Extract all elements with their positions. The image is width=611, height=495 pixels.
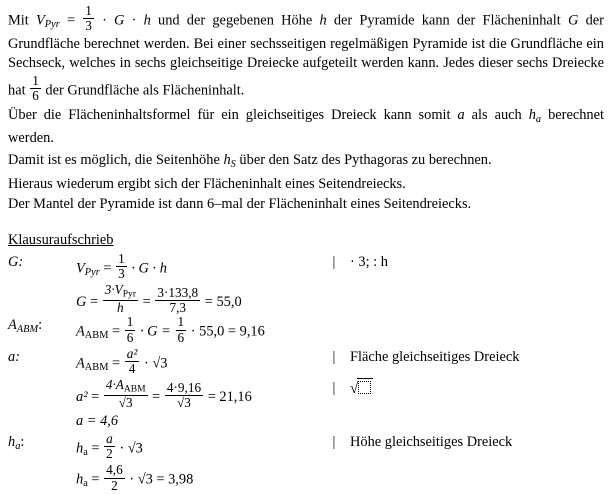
p2-symbol-a: a [457, 106, 465, 123]
row5-frac1-num [104, 378, 148, 396]
row5-result: = 21,16 [207, 388, 252, 405]
row6-label [8, 410, 70, 432]
row3-label [8, 315, 70, 346]
row8-rest: · √3 = 3,98 [129, 471, 194, 488]
row7-label-sub: a [15, 441, 21, 453]
paragraph-1 [8, 4, 604, 104]
row3-label-colon: : [38, 317, 43, 334]
explanation-text [8, 4, 604, 214]
row3-fraction-1 [125, 315, 136, 345]
p1-text-7: der Grundfläche berechnet werden. Bei einer sechsseitigen regelmäßigen Pyramide ist die Grundfläche ein Sechseck, welches in sechs gleichseitige Dreiecke aufgeteilt werden kann. Jedes dieser sechs Dreiecke hat [8, 12, 604, 99]
row7-fraction [104, 432, 115, 462]
row1-frac-den: 3 [118, 266, 125, 282]
row3-lhs: A [76, 323, 85, 340]
row4-eq: = [112, 355, 121, 372]
table-row [8, 252, 604, 283]
p1-symbol-v-sub: Pyr [44, 19, 60, 31]
paragraph-3 [8, 151, 604, 174]
row7-label [8, 432, 70, 463]
p1-fraction-one-sixth [30, 74, 41, 104]
row3-frac1-num: 1 [126, 314, 134, 330]
row2-note [342, 283, 604, 315]
row5-frac1-num-sub: ABM [123, 384, 146, 395]
row2-fraction-1 [103, 283, 138, 315]
sqrt-box [350, 378, 373, 399]
row8-fraction [104, 463, 125, 493]
row4-label: a: [8, 348, 20, 365]
row7-math [70, 432, 326, 463]
p1-text-5: und der gegebenen Höhe [150, 12, 320, 29]
row8-note [342, 463, 604, 494]
row3-frac2-num: 1 [177, 314, 185, 330]
solution-table [8, 252, 604, 495]
row1-lhs: V [76, 260, 85, 277]
p1-text-8: der Grundfläche als Flächeninhalt. [41, 82, 245, 99]
table-row [8, 347, 604, 378]
row4-frac-num: a² [126, 345, 138, 361]
row4-math [70, 347, 326, 378]
row4-fraction [125, 347, 140, 377]
p1-symbol-g: G [114, 12, 125, 29]
row3-rest: · 55,0 = 9,16 [190, 323, 265, 340]
row2-frac1-den: h [117, 300, 124, 316]
row2-eq: = [90, 294, 99, 311]
row5-eq2: = [152, 388, 161, 405]
p1-symbol-h: h [143, 12, 151, 29]
row3-label-sub: ABM [16, 324, 39, 336]
sqrt-placeholder [357, 378, 373, 399]
row5-math [70, 378, 326, 410]
row2-fraction-2 [155, 286, 200, 316]
row6-bar [326, 410, 342, 432]
row8-eq: = [91, 471, 100, 488]
p1-text-1: Mit [8, 12, 36, 29]
table-row [8, 378, 604, 410]
row8-lhs-sub: a [83, 478, 88, 490]
row1-label: G: [8, 254, 24, 270]
p1-frac2-den: 6 [32, 88, 39, 104]
row7-frac-num: a [106, 431, 113, 447]
row7-label-text: h [8, 434, 16, 451]
row3-mid: · G = [139, 323, 171, 340]
row7-frac-den: 2 [106, 446, 113, 462]
row4-bar: | [332, 348, 336, 365]
p1-frac2-num: 1 [32, 73, 39, 89]
row1-math [70, 252, 326, 283]
row3-frac1-den: 6 [126, 329, 134, 345]
row4-note: Fläche gleichseitiges Dreieck [350, 348, 520, 365]
empty-box-icon [358, 381, 371, 394]
p1-symbol-v: V [35, 12, 45, 29]
row3-label-text: A [8, 317, 17, 334]
row3-fraction-2 [176, 315, 187, 345]
p1-text-3: · [94, 12, 115, 29]
row6-lhs: a = 4,6 [76, 413, 119, 430]
row1-lhs-sub: Pyr [84, 267, 100, 279]
row1-note: · 3; : h [350, 254, 388, 270]
row5-frac1-num-text: 4·A [105, 376, 124, 392]
table-row [8, 283, 604, 315]
row8-label [8, 463, 70, 494]
row5-lhs: a² [76, 388, 88, 405]
row2-frac1-num-sub: Pyr [122, 289, 136, 300]
row2-math [70, 283, 326, 315]
row1-fraction [116, 252, 127, 282]
row7-label-colon: : [20, 434, 25, 451]
row1-rest: · G · h [131, 260, 167, 277]
row2-bar [326, 283, 342, 315]
row1-eq: = [103, 260, 112, 277]
row3-bar [326, 315, 342, 346]
row7-lhs: h [76, 440, 84, 457]
row5-frac2-den: √3 [177, 394, 191, 410]
row2-result: = 55,0 [204, 294, 242, 311]
row4-lhs-sub: ABM [84, 361, 109, 373]
row5-frac2-num: 4·9,16 [166, 379, 202, 395]
radical-icon: √ [350, 381, 359, 398]
row7-rest: · √3 [119, 440, 143, 457]
row5-fraction-2 [165, 381, 203, 411]
paragraph-5: Der Mantel der Pyramide ist dann 6–mal der Flächeninhalt eines Seitendreiecks. [8, 195, 472, 212]
row8-frac-num: 4,6 [106, 462, 123, 478]
p2-text-2: als auch [464, 106, 529, 123]
p2-symbol-h-sub: a [535, 113, 542, 125]
row2-label [8, 283, 70, 315]
p1-symbol-g2: G [567, 12, 579, 29]
p1-symbol-h2: h [319, 12, 327, 29]
row3-eq: = [112, 323, 121, 340]
row2-eq2: = [142, 294, 151, 311]
row1-frac-num: 1 [118, 251, 125, 266]
row2-frac1-num-text: 3·V [104, 282, 123, 298]
p1-text-6: der Pyramide kann der Flächeninhalt [326, 12, 568, 29]
p1-text-2: = [59, 12, 83, 29]
row5-note [342, 378, 604, 410]
row7-note: Höhe gleichseitiges Dreieck [350, 434, 513, 451]
row4-lhs: A [76, 355, 85, 372]
row5-frac1-den: √3 [118, 394, 133, 410]
p3-symbol-h-sub: S [230, 158, 236, 170]
p3-text-1: Damit ist es möglich, die Seitenhöhe [8, 151, 224, 168]
row7-lhs-sub: a [83, 447, 88, 459]
row2-lhs: G [76, 294, 87, 311]
row1-bar: | [332, 254, 336, 270]
row7-eq: = [91, 440, 100, 457]
row3-math [70, 315, 326, 346]
row3-frac2-den: 6 [177, 329, 185, 345]
table-row [8, 315, 604, 346]
p3-text-2: über den Satz des Pythagoras zu berechnen. [235, 151, 492, 168]
row5-eq: = [91, 388, 100, 405]
row2-frac2-den: 7,3 [169, 300, 186, 316]
paragraph-4: Hieraus wiederum ergibt sich der Flächeninhalt eines Seitendreiecks. [8, 176, 406, 193]
p1-frac1-den: 3 [85, 18, 92, 34]
row2-frac2-num: 3·133,8 [157, 284, 199, 300]
row6-note [342, 410, 604, 432]
p1-frac1-num: 1 [85, 3, 92, 18]
row5-bar: | [332, 379, 336, 396]
row8-lhs: h [76, 471, 84, 488]
p2-symbol-h: h [528, 106, 536, 123]
row8-bar [326, 463, 342, 494]
row6-math [70, 410, 326, 432]
row3-lhs-sub: ABM [84, 330, 109, 342]
table-row [8, 410, 604, 432]
row5-label [8, 378, 70, 410]
paragraph-2 [8, 106, 604, 149]
row5-fraction-1 [104, 378, 148, 410]
p3-symbol-h: h [223, 151, 231, 168]
p1-fraction-one-third [83, 4, 94, 34]
p2-text-3: berechnet werden. [8, 106, 604, 147]
section-heading: Klausuraufschrieb [8, 232, 114, 248]
row2-frac1-num [103, 283, 138, 301]
table-row [8, 432, 604, 463]
p2-text-1: Über die Flächeninhaltsformel für ein gleichseitiges Dreieck kann somit [8, 106, 458, 123]
table-row [8, 463, 604, 494]
row8-frac-den: 2 [111, 477, 118, 493]
row3-note [342, 315, 604, 346]
row8-math [70, 463, 326, 494]
row4-frac-den: 4 [128, 361, 136, 376]
p1-text-4: · [124, 12, 144, 29]
row7-bar: | [332, 434, 336, 451]
row4-rest: · √3 [143, 355, 168, 372]
